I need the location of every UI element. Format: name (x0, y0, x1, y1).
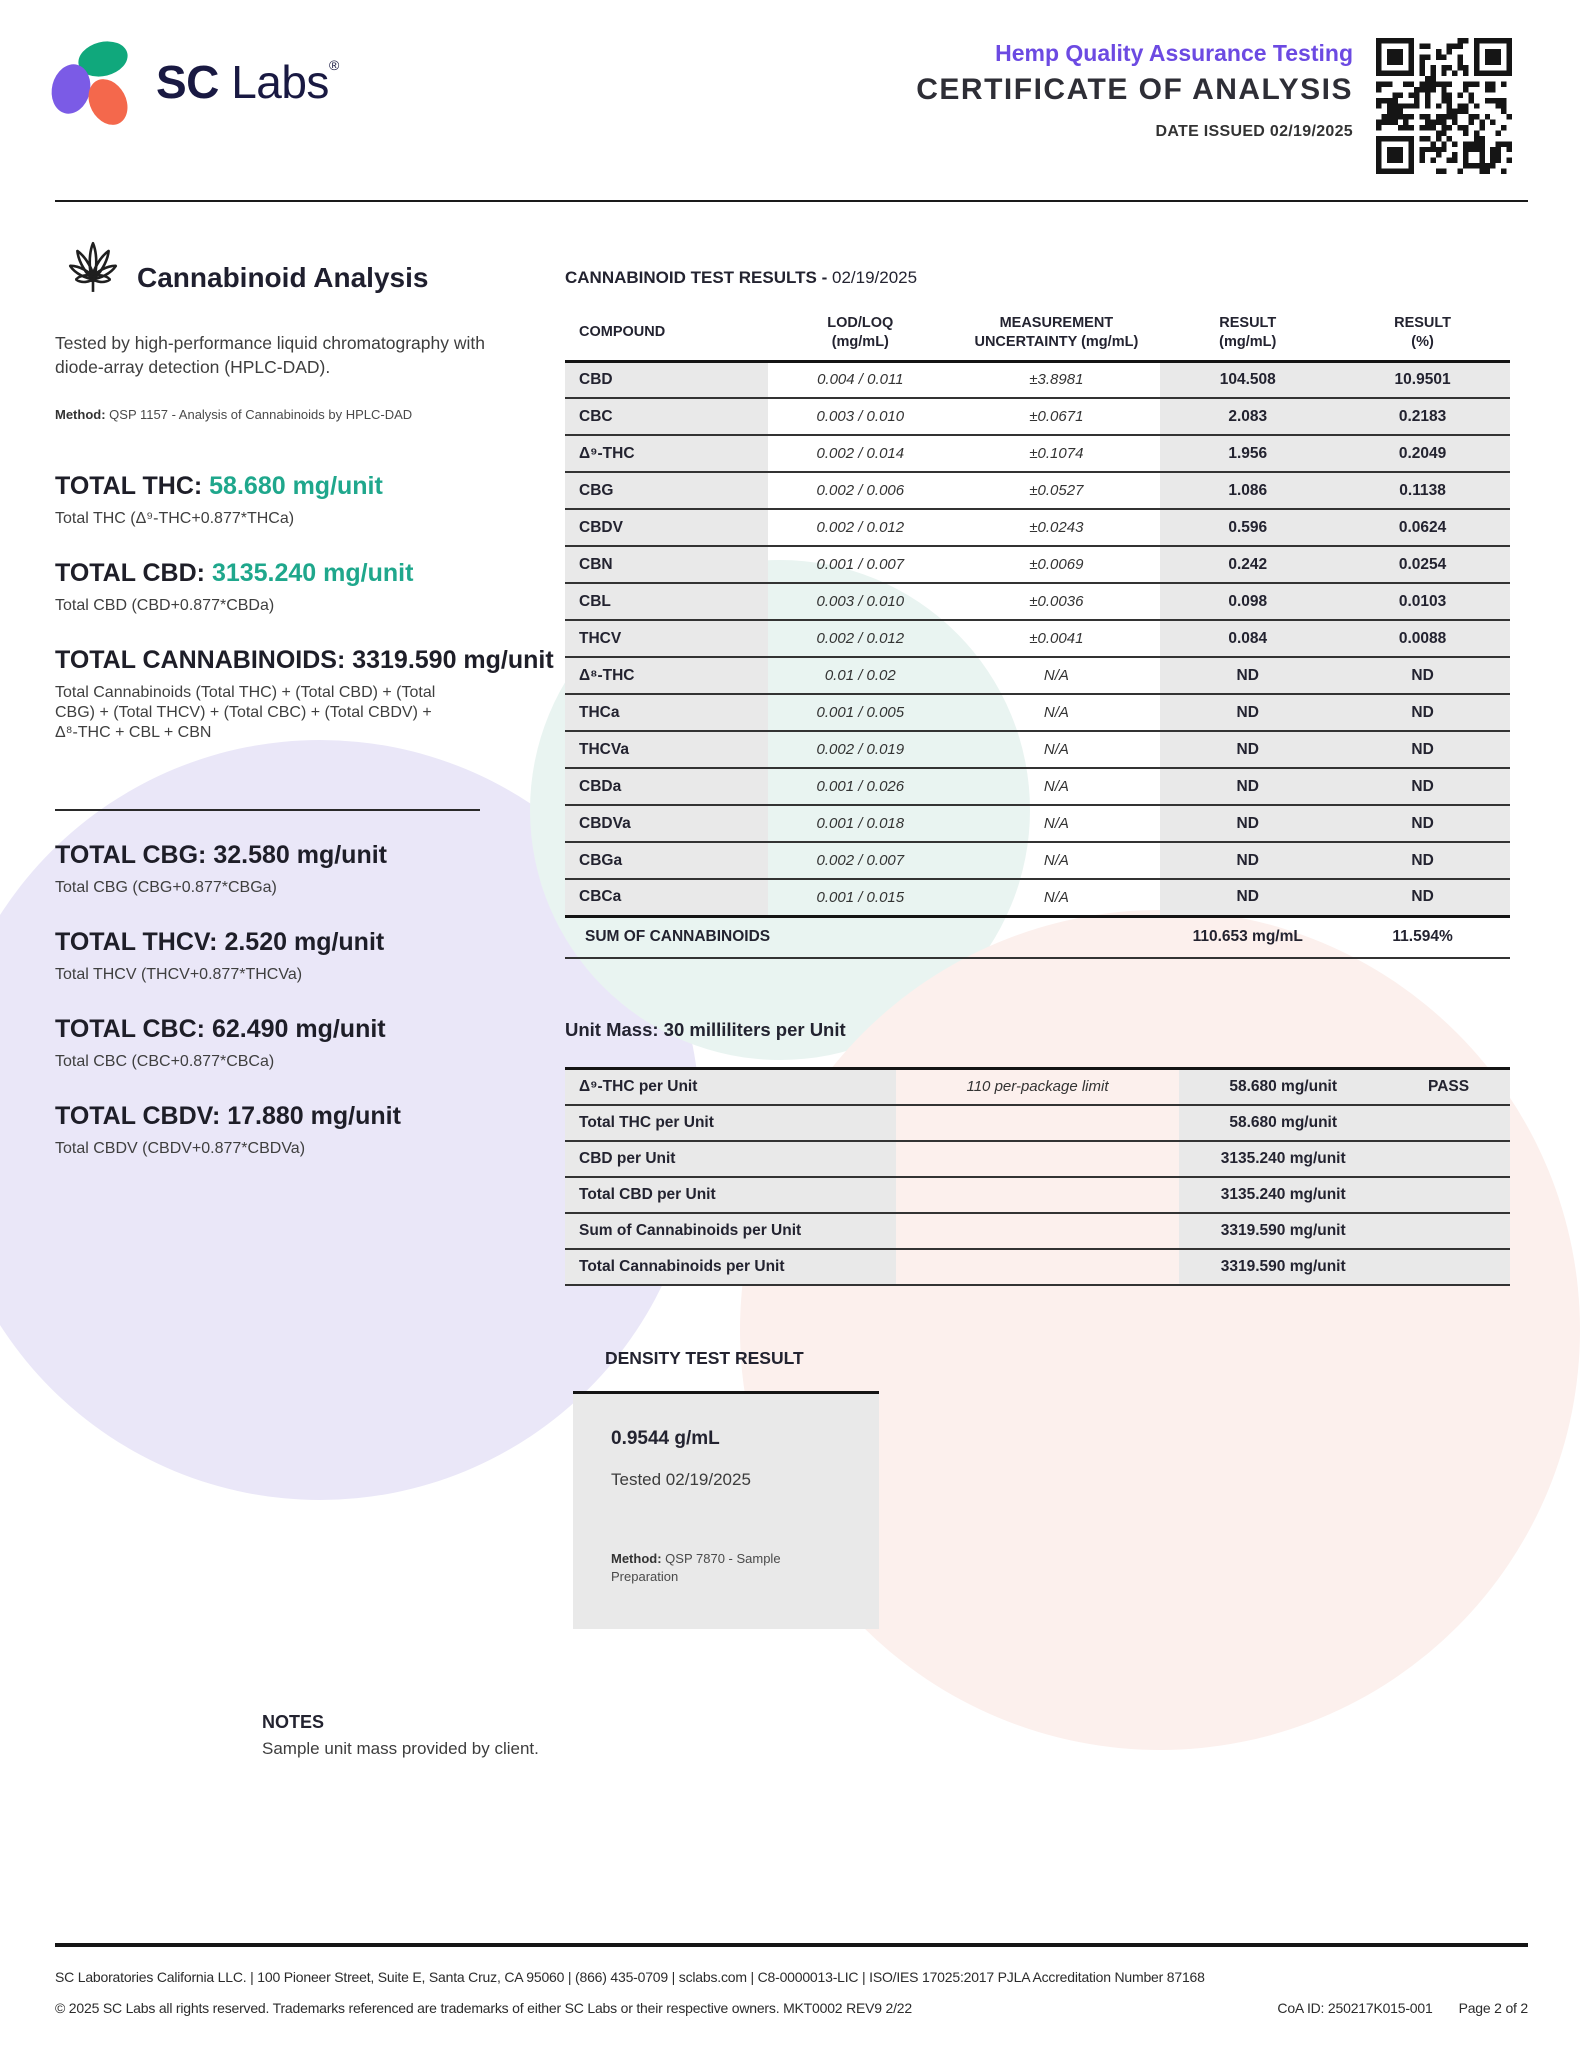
total-value: 3135.240 mg/unit (211, 559, 414, 588)
unit-mass-table (565, 1067, 1510, 1286)
table-row: Total CBD per Unit 3135.240 mg/unit (565, 1177, 1510, 1213)
results-table (565, 308, 1510, 959)
total-summary (55, 559, 510, 616)
table-row: Δ⁹-THC per Unit 110 per-package limit 58.680 mg/unit PASS (565, 1069, 1510, 1105)
table-row: CBD per Unit 3135.240 mg/unit (565, 1141, 1510, 1177)
total-label: TOTAL THCV: 2.520 mg/unit (55, 928, 385, 957)
section-head (55, 238, 510, 318)
results-table-header (565, 308, 1510, 361)
analysis-method (55, 407, 510, 422)
total-summary (55, 841, 510, 898)
table-row: THCa 0.001 / 0.005 N/A ND ND (565, 694, 1510, 731)
method-label: Method: (55, 407, 106, 423)
method-value: QSP 1157 - Analysis of Cannabinoids by HPLC-DAD (109, 407, 413, 423)
table-row: THCVa 0.002 / 0.019 N/A ND ND (565, 731, 1510, 768)
total-summary (55, 1015, 510, 1072)
total-label: TOTAL THC: 58.680 mg/unit (55, 472, 383, 501)
total-value: 32.580 mg/unit (213, 841, 387, 870)
logo-wordmark (156, 55, 339, 109)
results-panel (565, 268, 1510, 1629)
logo-sc: SC (156, 56, 219, 108)
total-value: 62.490 mg/unit (211, 1015, 386, 1044)
header-divider (55, 200, 1528, 202)
table-row: CBCa 0.001 / 0.015 N/A ND ND (565, 879, 1510, 916)
totals-divider (55, 809, 480, 811)
results-title-date: 02/19/2025 (831, 268, 918, 287)
table-row: Total THC per Unit 58.680 mg/unit (565, 1105, 1510, 1141)
table-row: CBGa 0.002 / 0.007 N/A ND ND (565, 842, 1510, 879)
total-label: TOTAL CBG: 32.580 mg/unit (55, 841, 387, 870)
total-summary (55, 928, 510, 985)
unit-mass-table-body (565, 1069, 1510, 1285)
total-value: 2.520 mg/unit (224, 928, 385, 957)
results-title-label: CANNABINOID TEST RESULTS - (565, 268, 828, 287)
total-summary (55, 646, 554, 743)
sum-label: SUM OF CANNABINOIDS (565, 916, 1160, 958)
total-formula: Total CBC (CBC+0.877*CBCa) (55, 1053, 275, 1071)
analysis-description: Tested by high-performance liquid chromatography with diode-array detection (HPLC-DAD). (55, 333, 485, 377)
notes-section (262, 1712, 539, 1759)
header-titles (916, 40, 1353, 141)
coa-id: CoA ID: 250217K015-001 (1277, 2000, 1433, 2016)
density-method (611, 1550, 821, 1586)
notes-heading: NOTES (262, 1712, 325, 1732)
registered-mark: ® (328, 57, 339, 73)
footer (55, 1943, 1528, 2016)
density-heading: DENSITY TEST RESULT (605, 1347, 804, 1368)
program-title: Hemp Quality Assurance Testing (995, 40, 1353, 66)
sc-labs-logo (50, 36, 339, 128)
table-row: CBD 0.004 / 0.011 ±3.8981 104.508 10.9501 (565, 361, 1510, 398)
primary-totals (55, 472, 554, 743)
table-row: Δ⁸-THC 0.01 / 0.02 N/A ND ND (565, 657, 1510, 694)
results-title (565, 268, 1510, 288)
table-row: CBC 0.003 / 0.010 ±0.0671 2.083 0.2183 (565, 398, 1510, 435)
sc-labs-logo-mark (50, 36, 142, 128)
total-formula: Total CBG (CBG+0.877*CBGa) (55, 879, 277, 897)
page-title: CERTIFICATE OF ANALYSIS (916, 73, 1353, 106)
table-row: CBG 0.002 / 0.006 ±0.0527 1.086 0.1138 (565, 472, 1510, 509)
total-value: 58.680 mg/unit (209, 472, 383, 501)
density-method-value: QSP 7870 - Sample Preparation (611, 1550, 781, 1584)
density-method-label: Method: (611, 1550, 662, 1566)
total-value: 3319.590 mg/unit (352, 646, 554, 675)
total-value: 17.880 mg/unit (227, 1102, 401, 1131)
total-formula: Total THC (Δ⁹-THC+0.877*THCa) (55, 510, 295, 528)
table-row: CBDa 0.001 / 0.026 N/A ND ND (565, 768, 1510, 805)
total-formula: Total Cannabinoids (Total THC) + (Total CBD) + (Total CBG) + (Total THCV) + (Total CBC) + (Total CBDV) + Δ⁸-THC + CBL + CBN (55, 684, 436, 742)
logo-labs: Labs (231, 56, 329, 108)
table-row: CBN 0.001 / 0.007 ±0.0069 0.242 0.0254 (565, 546, 1510, 583)
total-label: TOTAL CBD: 3135.240 mg/unit (55, 559, 414, 588)
col-compound: COMPOUND (565, 308, 768, 361)
notes-text: Sample unit mass provided by client. (262, 1739, 539, 1758)
table-row: Sum of Cannabinoids per Unit 3319.590 mg/unit (565, 1213, 1510, 1249)
table-row: THCV 0.002 / 0.012 ±0.0041 0.084 0.0088 (565, 620, 1510, 657)
total-label: TOTAL CBC: 62.490 mg/unit (55, 1015, 386, 1044)
total-formula: Total THCV (THCV+0.877*THCVa) (55, 966, 303, 984)
date-issued: DATE ISSUED 02/19/2025 (1155, 123, 1353, 140)
footer-copyright: © 2025 SC Labs all rights reserved. Trademarks referenced are trademarks of either SC Labs or their respective owners. MKT0002 REV9 2/22 (55, 2000, 912, 2016)
table-row: Δ⁹-THC 0.002 / 0.014 ±0.1074 1.956 0.2049 (565, 435, 1510, 472)
col-uncertainty: MEASUREMENT UNCERTAINTY (mg/mL) (952, 308, 1160, 361)
total-label: TOTAL CBDV: 17.880 mg/unit (55, 1102, 401, 1131)
sum-result-pct: 11.594% (1335, 916, 1510, 958)
table-row: Total Cannabinoids per Unit 3319.590 mg/unit (565, 1249, 1510, 1285)
total-label: TOTAL CANNABINOIDS: 3319.590 mg/unit (55, 646, 554, 675)
results-table-body (565, 361, 1510, 916)
density-card (573, 1391, 879, 1629)
density-value: 0.9544 g/mL (611, 1427, 720, 1449)
col-result-mg: RESULT (mg/mL) (1160, 308, 1335, 361)
table-row: CBDV 0.002 / 0.012 ±0.0243 0.596 0.0624 (565, 509, 1510, 546)
col-lod-loq: LOD/LOQ (mg/mL) (768, 308, 952, 361)
total-formula: Total CBDV (CBDV+0.877*CBDVa) (55, 1140, 306, 1158)
density-tested-date: Tested 02/19/2025 (611, 1469, 751, 1489)
footer-legal-row (55, 2000, 1528, 2016)
total-formula: Total CBD (CBD+0.877*CBDa) (55, 597, 275, 615)
col-result-pct: RESULT (%) (1335, 308, 1510, 361)
secondary-totals (55, 841, 510, 1159)
table-row: CBL 0.003 / 0.010 ±0.0036 0.098 0.0103 (565, 583, 1510, 620)
unit-mass-heading: Unit Mass: 30 milliliters per Unit (565, 1019, 846, 1041)
sum-of-cannabinoids-row (565, 916, 1510, 958)
total-summary (55, 1102, 510, 1159)
sum-result-mg: 110.653 mg/mL (1160, 916, 1335, 958)
total-summary (55, 472, 510, 529)
page-number: Page 2 of 2 (1458, 2000, 1528, 2016)
section-title: Cannabinoid Analysis (137, 262, 429, 293)
cannabinoid-analysis-panel (55, 238, 554, 1159)
cannabis-leaf-icon (55, 238, 131, 318)
footer-lab-info: SC Laboratories California LLC. | 100 Pioneer Street, Suite E, Santa Cruz, CA 95060 | (866) 435-0709 | sclabs.com | C8-0000013-LIC | ISO/IES 17025:2017 PJLA Accreditation Number 87168 (55, 1969, 1205, 1985)
table-row: CBDVa 0.001 / 0.018 N/A ND ND (565, 805, 1510, 842)
qr-code-icon (1376, 38, 1512, 174)
